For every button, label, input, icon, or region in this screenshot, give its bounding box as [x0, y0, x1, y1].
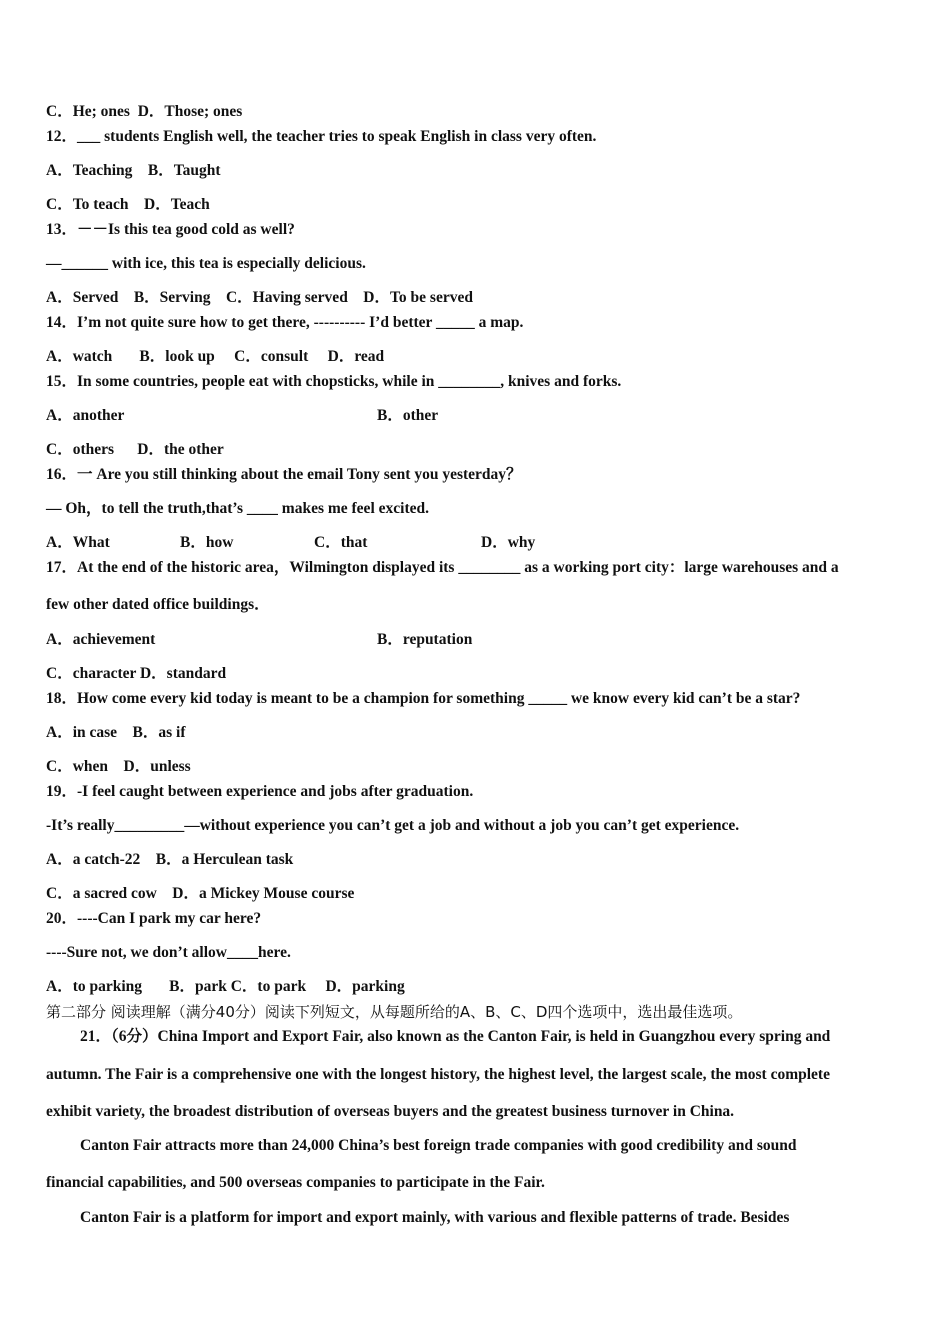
q17-stem-cont: few other dated office buildings． [46, 596, 270, 613]
q19-options-cd: C．a sacred cow D．a Mickey Mouse course [46, 885, 355, 902]
q17-options-cd: C．character D．standard [46, 665, 227, 682]
section-heading: 第二部分 阅读理解（满分40分）阅读下列短文，从每题所给的A、B、C、D四个选项中，选出最佳选项。 [46, 1003, 743, 1021]
q16-option-a: A．What [46, 534, 110, 551]
q14-stem: 14．I’m not quite sure how to get there, ---------- I’d better _____ a map. [46, 314, 524, 331]
q20-options: A．to parking B．park C．to park D．parking [46, 978, 405, 995]
q15-stem: 15．In some countries, people eat with chopsticks, while in ________, knives and forks. [46, 373, 622, 390]
q20-stem: 20．----Can I park my car here? [46, 910, 262, 927]
passage-p3-line1: Canton Fair is a platform for import and export mainly, with various and flexible patterns of trade. Besides [80, 1209, 790, 1226]
q15-option-b: B．other [377, 407, 439, 424]
q15-option-a: A．another [46, 407, 125, 424]
passage-p1-line2: autumn. The Fair is a comprehensive one with the longest history, the highest level, the largest scale, the most complete [46, 1066, 830, 1083]
q16-stem: 16．一 Are you still thinking about the email Tony sent you yesterday？ [46, 466, 522, 483]
q13-options: A．Served B．Serving C．Having served D．To be served [46, 289, 473, 306]
q16-option-c: C．that [314, 534, 368, 551]
passage-p2-line1: Canton Fair attracts more than 24,000 China’s best foreign trade companies with good credibility and sound [80, 1137, 797, 1154]
q17-option-a: A．achievement [46, 631, 156, 648]
q12-options-ab: A．Teaching B．Taught [46, 162, 221, 179]
q18-stem: 18．How come every kid today is meant to be a champion for something _____ we know every kid can’t be a star? [46, 690, 801, 707]
passage-p1-line1: 21．（6分）China Import and Export Fair, also known as the Canton Fair, is held in Guangzhou every spring and [80, 1028, 831, 1045]
q16-option-d: D．why [481, 534, 536, 551]
q20-reply: ----Sure not, we don’t allow____here. [46, 944, 291, 961]
passage-p2-line2: financial capabilities, and 500 overseas companies to participate in the Fair. [46, 1174, 545, 1191]
q13-stem: 13．－－Is this tea good cold as well? [46, 221, 295, 238]
q13-reply: —______ with ice, this tea is especially delicious. [46, 255, 366, 272]
q12-options-cd: C．To teach D．Teach [46, 196, 210, 213]
q12-stem: 12．___ students English well, the teacher tries to speak English in class very often. [46, 128, 597, 145]
q18-options-cd: C．when D．unless [46, 758, 191, 775]
q15-options-cd: C．others D．the other [46, 441, 224, 458]
q16-option-b: B．how [180, 534, 234, 551]
q19-options-ab: A．a catch-22 B．a Herculean task [46, 851, 294, 868]
q17-option-b: B．reputation [377, 631, 473, 648]
q11-options-cd: C．He; ones D．Those; ones [46, 103, 243, 120]
q19-stem: 19．-I feel caught between experience and jobs after graduation. [46, 783, 474, 800]
q19-reply: -It’s really_________—without experience you can’t get a job and without a job you can’t get experience. [46, 817, 740, 834]
q17-stem: 17．At the end of the historic area，Wilmington displayed its ________ as a working port city：large warehouses and a [46, 559, 839, 576]
q14-options: A．watch B．look up C．consult D．read [46, 348, 385, 365]
q18-options-ab: A．in case B．as if [46, 724, 186, 741]
q16-reply: — Oh，to tell the truth,that’s ____ makes me feel excited. [46, 500, 429, 517]
passage-p1-line3: exhibit variety, the broadest distribution of overseas buyers and the greatest business turnover in China. [46, 1103, 735, 1120]
